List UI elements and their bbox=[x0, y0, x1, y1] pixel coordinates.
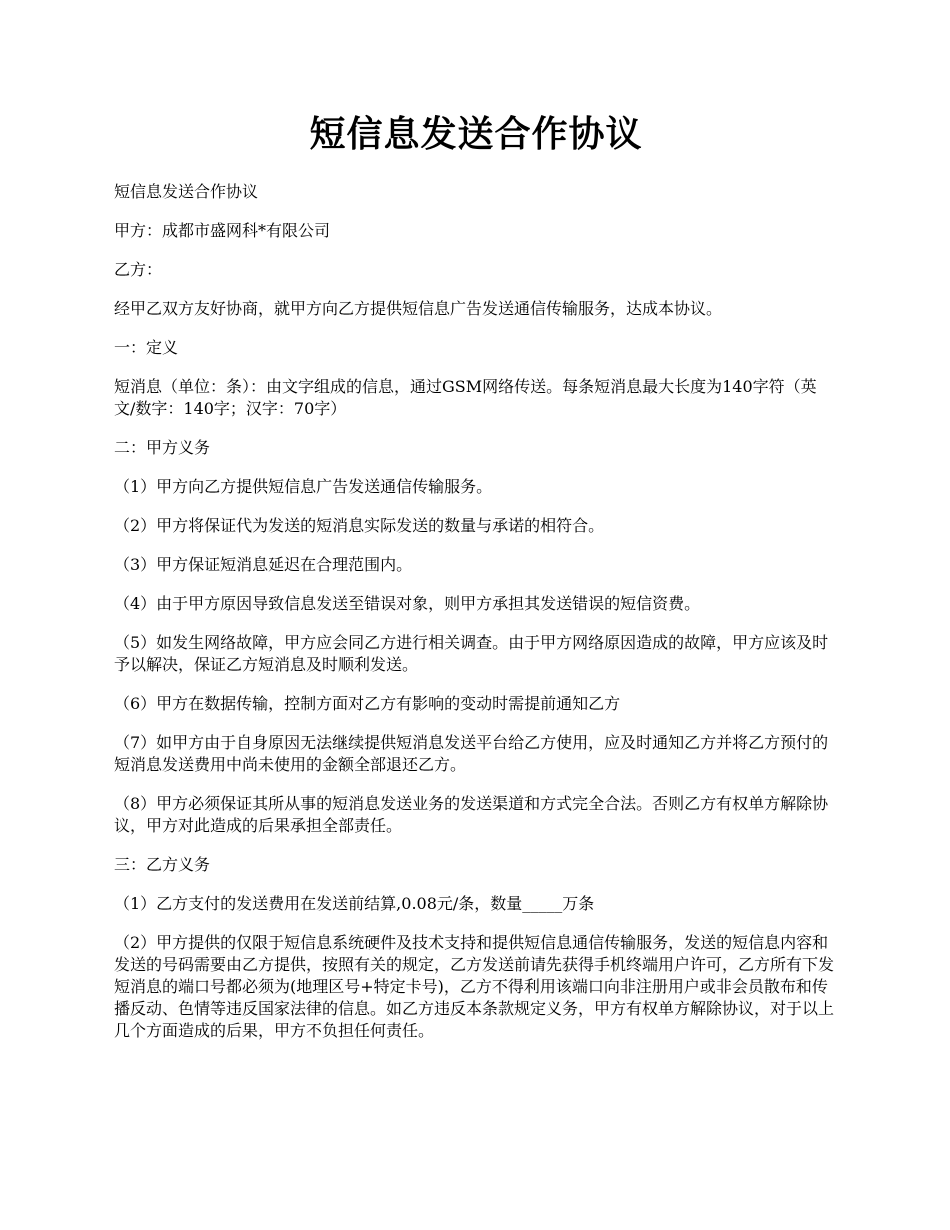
document-title: 短信息发送合作协议 bbox=[309, 113, 643, 155]
party-a-clause-2: （2）甲方将保证代为发送的短消息实际发送的数量与承诺的相符合。 bbox=[114, 516, 605, 535]
party-a-clause-3: （3）甲方保证短消息延迟在合理范围内。 bbox=[114, 555, 413, 574]
party-a-clause-4: （4）由于甲方原因导致信息发送至错误对象，则甲方承担其发送错误的短信资费。 bbox=[114, 594, 701, 613]
party-a-clause-6: （6）甲方在数据传输，控制方面对乙方有影响的变动时需提前通知乙方 bbox=[114, 694, 621, 713]
party-b-line: 乙方： bbox=[114, 260, 163, 279]
party-a-line: 甲方：成都市盛网科*有限公司 bbox=[114, 221, 331, 240]
document-subtitle: 短信息发送合作协议 bbox=[114, 182, 259, 201]
section-heading-party-a-duties: 二：甲方义务 bbox=[114, 438, 211, 457]
preamble-paragraph: 经甲乙双方友好协商，就甲方向乙方提供短信息广告发送通信传输服务，达成本协议。 bbox=[114, 299, 723, 318]
section-heading-party-b-duties: 三：乙方义务 bbox=[114, 855, 211, 874]
party-a-clause-7: （7）如甲方由于自身原因无法继续提供短消息发送平台给乙方使用，应及时通知乙方并将乙方预付的短消息发送费用中尚未使用的金额全部退还乙方。 bbox=[114, 733, 829, 774]
party-a-clause-8: （8）甲方必须保证其所从事的短消息发送业务的发送渠道和方式完全合法。否则乙方有权单方解除协议，甲方对此造成的后果承担全部责任。 bbox=[114, 794, 829, 835]
party-a-clause-5: （5）如发生网络故障，甲方应会同乙方进行相关调查。由于甲方网络原因造成的故障，甲方应该及时予以解决，保证乙方短消息及时顺利发送。 bbox=[114, 633, 829, 674]
section-heading-definition: 一：定义 bbox=[114, 338, 179, 357]
party-b-clause-2: （2）甲方提供的仅限于短信息系统硬件及技术支持和提供短信息通信传输服务，发送的短信息内容和发送的号码需要由乙方提供，按照有关的规定，乙方发送前请先获得手机终端用户许可，乙方所有下发短消息的端口号都必须为(地理区号+特定卡号)，乙方不得利用该端口向非注册用户或非会员散布和传播反动、色情等违反国家法律的信息。如乙方违反本条款规定义务，甲方有权单方解除协议，对于以上几个方面造成的后果，甲方不负担任何责任。 bbox=[114, 933, 835, 1040]
definition-paragraph: 短消息（单位：条）：由文字组成的信息，通过GSM网络传送。每条短消息最大长度为140字符（英文/数字：140字；汉字：70字） bbox=[114, 377, 817, 418]
party-a-clause-1: （1）甲方向乙方提供短信息广告发送通信传输服务。 bbox=[114, 477, 493, 496]
party-b-clause-1: （1）乙方支付的发送费用在发送前结算,0.08元/条，数量_____万条 bbox=[114, 894, 595, 913]
